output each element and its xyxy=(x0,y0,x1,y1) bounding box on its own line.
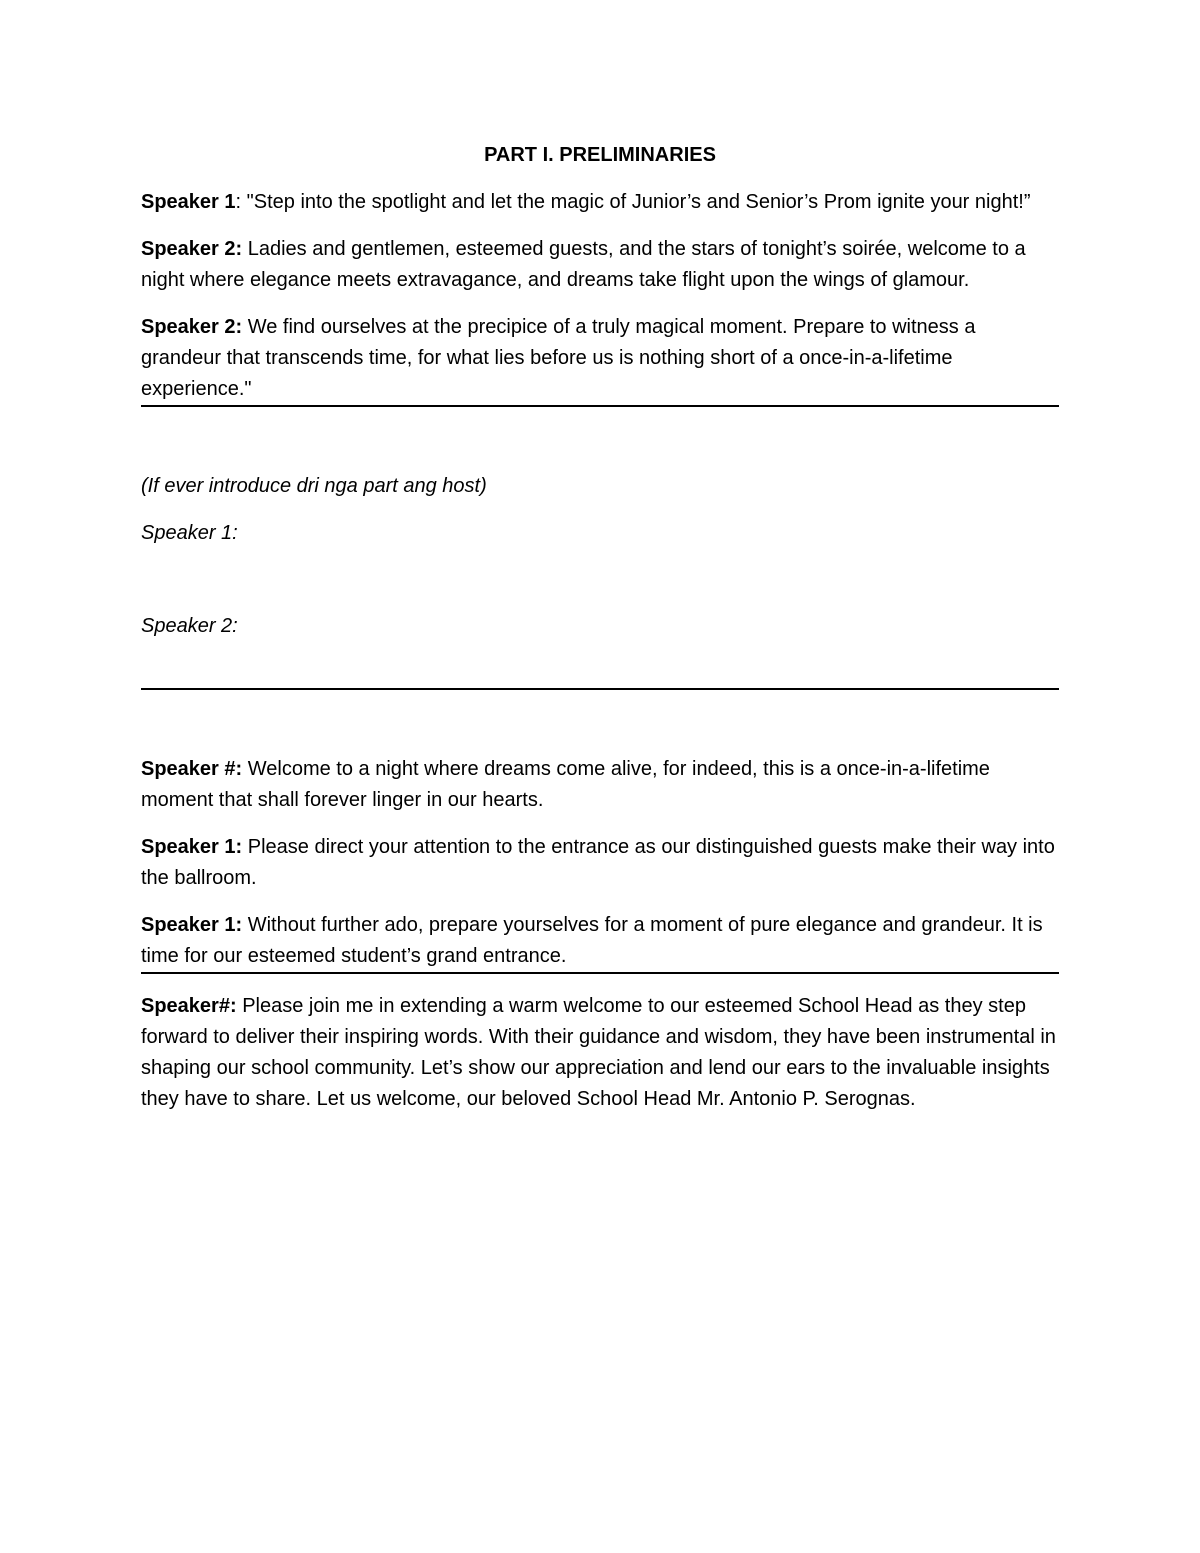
paragraph xyxy=(141,832,1059,894)
speaker-line: Please join me in extending a warm welcome to our esteemed School Head as they step forward to deliver their inspiring words. With their guidance and wisdom, they have been instrumental in shaping our school community. Let’s show our appreciation and lend our ears to the invaluable insights they have to share. Let us welcome, our beloved School Head Mr. Antonio P. Serognas. xyxy=(141,995,1056,1110)
speaker-line: We find ourselves at the precipice of a truly magical moment. Prepare to witness a grandeur that transcends time, for what lies before us is nothing short of a once-in-a-lifetime experience." xyxy=(141,316,976,400)
speaker-label: Speaker #: xyxy=(141,758,243,780)
paragraph xyxy=(141,910,1059,972)
speaker-line: Welcome to a night where dreams come alive, for indeed, this is a once-in-a-lifetime moment that shall forever linger in our hearts. xyxy=(141,758,990,811)
speaker-label: Speaker#: xyxy=(141,995,237,1017)
speaker-line: Please direct your attention to the entrance as our distinguished guests make their way into the ballroom. xyxy=(141,836,1055,889)
divider-line xyxy=(141,688,1059,690)
speaker-label: Speaker 2: xyxy=(141,238,243,260)
document-body xyxy=(141,140,1059,1131)
paragraph xyxy=(141,754,1059,816)
speaker-label: Speaker 1 xyxy=(141,191,236,213)
paragraph xyxy=(141,234,1059,296)
paragraph xyxy=(141,187,1059,218)
host-speaker-2: Speaker 2: xyxy=(141,615,238,637)
paragraph xyxy=(141,991,1059,1115)
speaker-label: Speaker 1: xyxy=(141,836,243,858)
host-note: (If ever introduce dri nga part ang host) xyxy=(141,475,487,497)
paragraph xyxy=(141,312,1059,405)
divider-line xyxy=(141,972,1059,974)
host-speaker-1: Speaker 1: xyxy=(141,522,238,544)
divider-line xyxy=(141,405,1059,407)
section-title: PART I. PRELIMINARIES xyxy=(484,144,716,166)
speaker-label: Speaker 1: xyxy=(141,914,243,936)
speaker-line: "Step into the spotlight and let the magic of Junior’s and Senior’s Prom ignite your night!” xyxy=(246,191,1031,213)
speaker-line: Without further ado, prepare yourselves for a moment of pure elegance and grandeur. It is time for our esteemed student’s grand entrance. xyxy=(141,914,1043,967)
speaker-line: Ladies and gentlemen, esteemed guests, and the stars of tonight’s soirée, welcome to a night where elegance meets extravagance, and dreams take flight upon the wings of glamour. xyxy=(141,238,1026,291)
separator: : xyxy=(235,191,247,213)
speaker-label: Speaker 2: xyxy=(141,316,243,338)
